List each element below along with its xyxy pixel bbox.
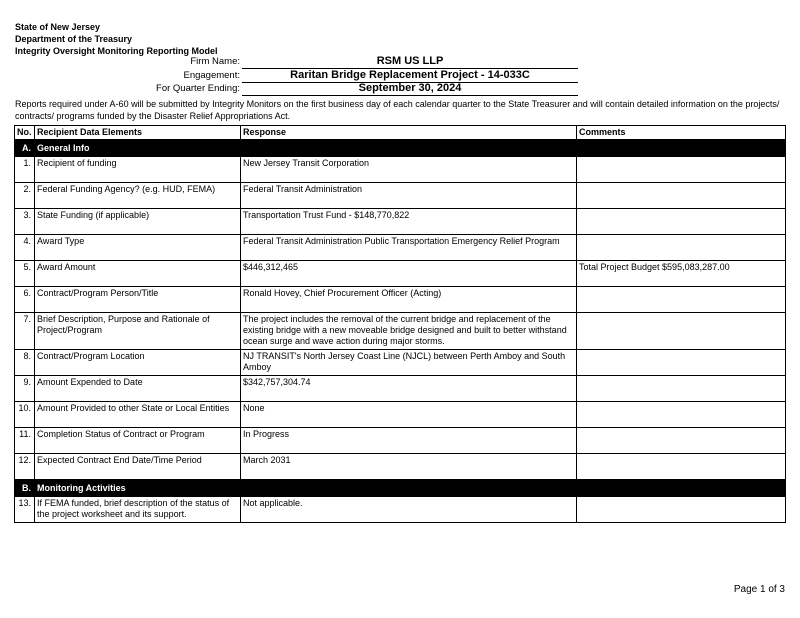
row-response: Federal Transit Administration: [241, 183, 577, 209]
table-row: [15, 497, 786, 523]
row-element: Contract/Program Location: [35, 350, 241, 376]
row-no: 10.: [15, 402, 35, 428]
department-title: Department of the Treasury: [15, 34, 133, 44]
row-response: New Jersey Transit Corporation: [241, 157, 577, 183]
section-b-letter: B.: [15, 480, 35, 497]
row-response: Ronald Hovey, Chief Procurement Officer (Acting): [241, 287, 577, 313]
table-row: [15, 428, 786, 454]
row-element: Brief Description, Purpose and Rationale of Project/Program: [35, 313, 241, 350]
row-element: Federal Funding Agency? (e.g. HUD, FEMA): [35, 183, 241, 209]
row-comment: [577, 287, 786, 313]
row-element: If FEMA funded, brief description of the status of the project worksheet and its support.: [35, 497, 241, 523]
table-row: [15, 350, 786, 376]
row-comment: [577, 402, 786, 428]
row-response: $342,757,304.74: [241, 376, 577, 402]
section-b-row: [15, 480, 786, 497]
section-a-letter: A.: [15, 140, 35, 157]
row-no: 6.: [15, 287, 35, 313]
row-response: $446,312,465: [241, 261, 577, 287]
firm-name-label: Firm Name:: [190, 56, 240, 67]
table-row: [15, 376, 786, 402]
row-no: 8.: [15, 350, 35, 376]
row-comment: [577, 235, 786, 261]
row-element: Award Type: [35, 235, 241, 261]
row-comment: [577, 454, 786, 480]
engagement-value: Raritan Bridge Replacement Project - 14-033C: [242, 69, 578, 83]
row-no: 12.: [15, 454, 35, 480]
table-row: [15, 261, 786, 287]
table-row: [15, 183, 786, 209]
row-element: Contract/Program Person/Title: [35, 287, 241, 313]
table-row: [15, 454, 786, 480]
table-row: [15, 235, 786, 261]
row-comment: [577, 183, 786, 209]
row-comment: [577, 157, 786, 183]
row-response: Not applicable.: [241, 497, 577, 523]
row-comment: Total Project Budget $595,083,287.00: [577, 261, 786, 287]
row-element: Award Amount: [35, 261, 241, 287]
row-no: 4.: [15, 235, 35, 261]
row-comment: [577, 313, 786, 350]
row-response: Transportation Trust Fund - $148,770,822: [241, 209, 577, 235]
row-no: 2.: [15, 183, 35, 209]
row-no: 1.: [15, 157, 35, 183]
table-row: [15, 209, 786, 235]
quarter-label: For Quarter Ending:: [156, 83, 240, 94]
row-element: Recipient of funding: [35, 157, 241, 183]
row-no: 7.: [15, 313, 35, 350]
row-element: Completion Status of Contract or Program: [35, 428, 241, 454]
row-comment: [577, 497, 786, 523]
table-row: [15, 287, 786, 313]
row-no: 13.: [15, 497, 35, 523]
page-number: Page 1 of 3: [733, 584, 785, 595]
row-element: State Funding (if applicable): [35, 209, 241, 235]
row-comment: [577, 428, 786, 454]
state-title: State of New Jersey: [15, 22, 101, 32]
report-table: [14, 125, 786, 523]
row-element: Amount Provided to other State or Local Entities: [35, 402, 241, 428]
model-title: Integrity Oversight Monitoring Reporting Model: [15, 46, 218, 56]
row-response: Federal Transit Administration Public Transportation Emergency Relief Program: [241, 235, 577, 261]
row-element: Amount Expended to Date: [35, 376, 241, 402]
row-comment: [577, 376, 786, 402]
table-row: [15, 402, 786, 428]
table-row: [15, 157, 786, 183]
row-comment: [577, 209, 786, 235]
engagement-label: Engagement:: [183, 70, 240, 81]
row-comment: [577, 350, 786, 376]
intro-paragraph: Reports required under A-60 will be submitted by Integrity Monitors on the first business day of each calendar quarter to the State Treasurer and will contain detailed information on the projects/ contracts/ programs funded by the Disaster Relief Appropriations Act.: [15, 99, 780, 121]
table-row: [15, 313, 786, 350]
header-no: No.: [15, 126, 35, 140]
row-element: Expected Contract End Date/Time Period: [35, 454, 241, 480]
row-response: NJ TRANSIT's North Jersey Coast Line (NJCL) between Perth Amboy and South Amboy: [241, 350, 577, 376]
row-no: 3.: [15, 209, 35, 235]
table-header-row: [15, 126, 786, 140]
row-no: 9.: [15, 376, 35, 402]
section-b-title: Monitoring Activities: [35, 480, 786, 497]
firm-name-value: RSM US LLP: [242, 55, 578, 69]
row-response: None: [241, 402, 577, 428]
row-no: 11.: [15, 428, 35, 454]
row-response: The project includes the removal of the current bridge and replacement of the existing bridge with a new moveable bridge designed and built to better withstand ocean surge and wave action during major storms.: [241, 313, 577, 350]
quarter-value: September 30, 2024: [242, 82, 578, 96]
section-a-row: [15, 140, 786, 157]
row-response: In Progress: [241, 428, 577, 454]
header-comments: Comments: [577, 126, 786, 140]
section-a-title: General Info: [35, 140, 786, 157]
header-elements: Recipient Data Elements: [35, 126, 241, 140]
row-no: 5.: [15, 261, 35, 287]
header-response: Response: [241, 126, 577, 140]
row-response: March 2031: [241, 454, 577, 480]
